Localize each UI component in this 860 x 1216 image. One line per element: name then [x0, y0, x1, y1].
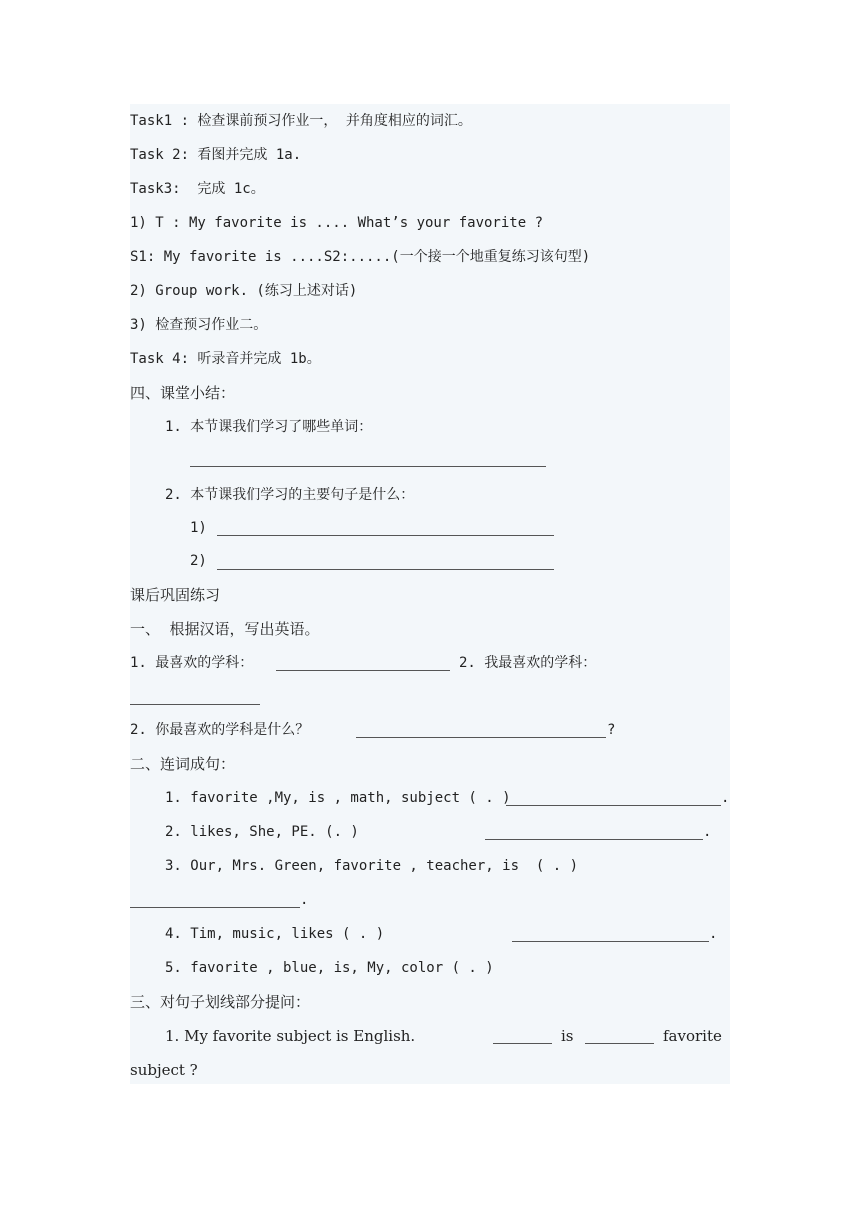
section1-item-2-blank[interactable]	[130, 704, 260, 705]
section2-item-1-blank[interactable]	[506, 805, 721, 806]
dialog-teacher-line: 1) T : My favorite is .... What’s your favorite ?	[130, 215, 544, 231]
summary-answer-label-1: 1)	[190, 520, 207, 536]
section1-item-2: 2. 我最喜欢的学科：	[459, 655, 597, 671]
task1-line: Task1 : 检查课前预习作业一， 并角度相应的词汇。	[130, 113, 472, 129]
section2-heading: 二、连词成句：	[130, 755, 236, 773]
section2-item-1: 1. favorite ,My, is , math, subject ( . )	[165, 790, 511, 806]
section3-item-1-favorite: favorite	[663, 1027, 722, 1045]
summary-question-2: 2. 本节课我们学习的主要句子是什么：	[165, 487, 415, 503]
section1-item-3-blank[interactable]	[356, 737, 606, 738]
summary-answer-label-2: 2)	[190, 553, 207, 569]
section2-item-1-period: .	[721, 790, 730, 806]
section1-item-3: 2. 你最喜欢的学科是什么？	[130, 722, 310, 738]
section3-heading: 三、对句子划线部分提问：	[130, 993, 311, 1011]
dialog-student-line: S1: My favorite is ....S2:.....(一个接一个地重复练习该句型)	[130, 249, 591, 265]
summary-sentence-1-blank[interactable]	[217, 535, 554, 536]
task3-line: Task3: 完成 1c。	[130, 181, 265, 197]
practice-heading: 课后巩固练习	[130, 586, 221, 604]
section1-item-1: 1. 最喜欢的学科：	[130, 655, 254, 671]
section3-item-1-blank-1[interactable]	[493, 1043, 552, 1044]
section1-item-3-end: ?	[607, 722, 616, 738]
section2-item-2-period: .	[703, 824, 712, 840]
section2-item-2-blank[interactable]	[485, 839, 703, 840]
section1-item-1-blank[interactable]	[276, 670, 450, 671]
section2-item-3: 3. Our, Mrs. Green, favorite , teacher, is ( . )	[165, 858, 579, 874]
section2-item-3-blank[interactable]	[130, 907, 300, 908]
section2-item-3-period: .	[300, 892, 309, 908]
section2-item-4: 4. Tim, music, likes ( . )	[165, 926, 385, 942]
summary-question-1: 1. 本节课我们学习了哪些单词：	[165, 419, 373, 435]
section3-item-1-blank-2[interactable]	[585, 1043, 654, 1044]
summary-answer-1-blank[interactable]	[190, 466, 546, 467]
section1-heading: 一、 根据汉语，写出英语。	[130, 620, 320, 638]
check-homework-line: 3) 检查预习作业二。	[130, 317, 268, 333]
section3-item-1-continuation: subject ?	[130, 1061, 198, 1079]
task2-line: Task 2: 看图并完成 1a.	[130, 147, 302, 163]
summary-heading: 四、课堂小结：	[130, 384, 236, 402]
section2-item-5: 5. favorite , blue, is, My, color ( . )	[165, 960, 494, 976]
task4-line: Task 4: 听录音并完成 1b。	[130, 351, 321, 367]
group-work-line: 2) Group work. (练习上述对话)	[130, 283, 358, 299]
section3-item-1-is: is	[561, 1027, 574, 1045]
section2-item-4-blank[interactable]	[512, 941, 709, 942]
section2-item-4-period: .	[709, 926, 718, 942]
section3-item-1: 1. My favorite subject is English.	[165, 1027, 416, 1045]
summary-sentence-2-blank[interactable]	[217, 569, 554, 570]
section2-item-2: 2. likes, She, PE. (. )	[165, 824, 359, 840]
